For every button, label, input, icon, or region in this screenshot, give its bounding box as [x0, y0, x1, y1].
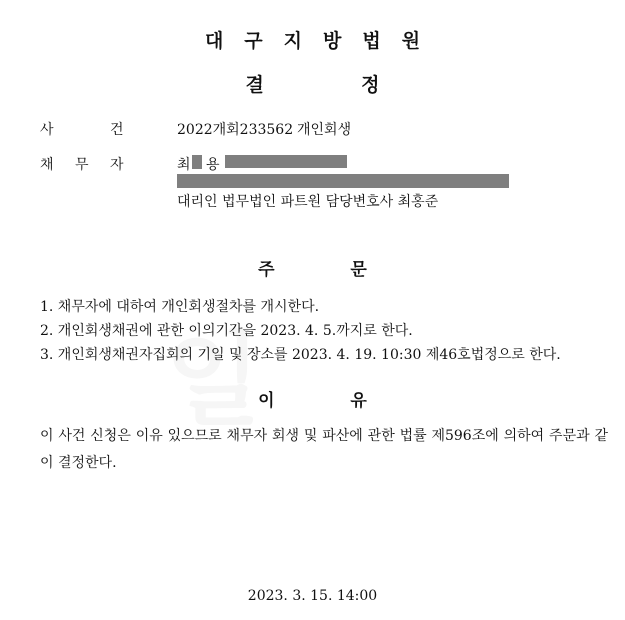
- reason-title: [0, 386, 625, 411]
- case-name: 개인회생: [297, 122, 352, 138]
- watermark: 일: [165, 322, 258, 439]
- reason-title-char-2: 유: [350, 391, 367, 411]
- debtor-label-char-3: 자: [110, 157, 124, 173]
- debtor-label-char-1: 채: [40, 157, 54, 173]
- order-title-char-2: 문: [350, 260, 367, 280]
- order-item-1: 1. 채무자에 대하여 개인회생절차를 개시한다.: [40, 299, 320, 315]
- debtor-name-first: 최: [177, 157, 191, 173]
- reason-title-char-1: 이: [258, 391, 275, 411]
- decision-date: 2023. 3. 15. 14:00: [247, 588, 378, 604]
- case-number: 2022개회233562: [177, 122, 294, 138]
- order-title-char-1: 주: [258, 260, 275, 280]
- title-char-2: 정: [361, 74, 380, 96]
- debtor-label-char-2: 무: [75, 157, 89, 173]
- reason-text: 이 사건 신청은 이유 있으므로 채무자 회생 및 파산에 관한 법률 제596조에 의하여 주문과 같이 결정한다.: [40, 428, 608, 471]
- redaction-address: [177, 174, 509, 188]
- debtor-name-last: 용: [206, 157, 220, 173]
- redaction-name: [192, 155, 202, 169]
- case-label-char-1: 사: [40, 122, 54, 138]
- court-name: 대구지방법원: [204, 30, 442, 52]
- debtor-agent: 대리인 법무법인 파트원 담당변호사 최홍준: [177, 194, 439, 210]
- order-title: [0, 255, 625, 280]
- title-char-1: 결: [245, 74, 264, 96]
- redaction-id: [225, 155, 347, 168]
- order-item-3: 3. 개인회생채권자집회의 기일 및 장소를 2023. 4. 19. 10:30 제46호법정으로 한다.: [40, 347, 561, 363]
- case-label-char-2: 건: [110, 122, 124, 138]
- order-item-2: 2. 개인회생채권에 관한 이의기간을 2023. 4. 5.까지로 한다.: [40, 323, 413, 339]
- document-title: [0, 70, 625, 97]
